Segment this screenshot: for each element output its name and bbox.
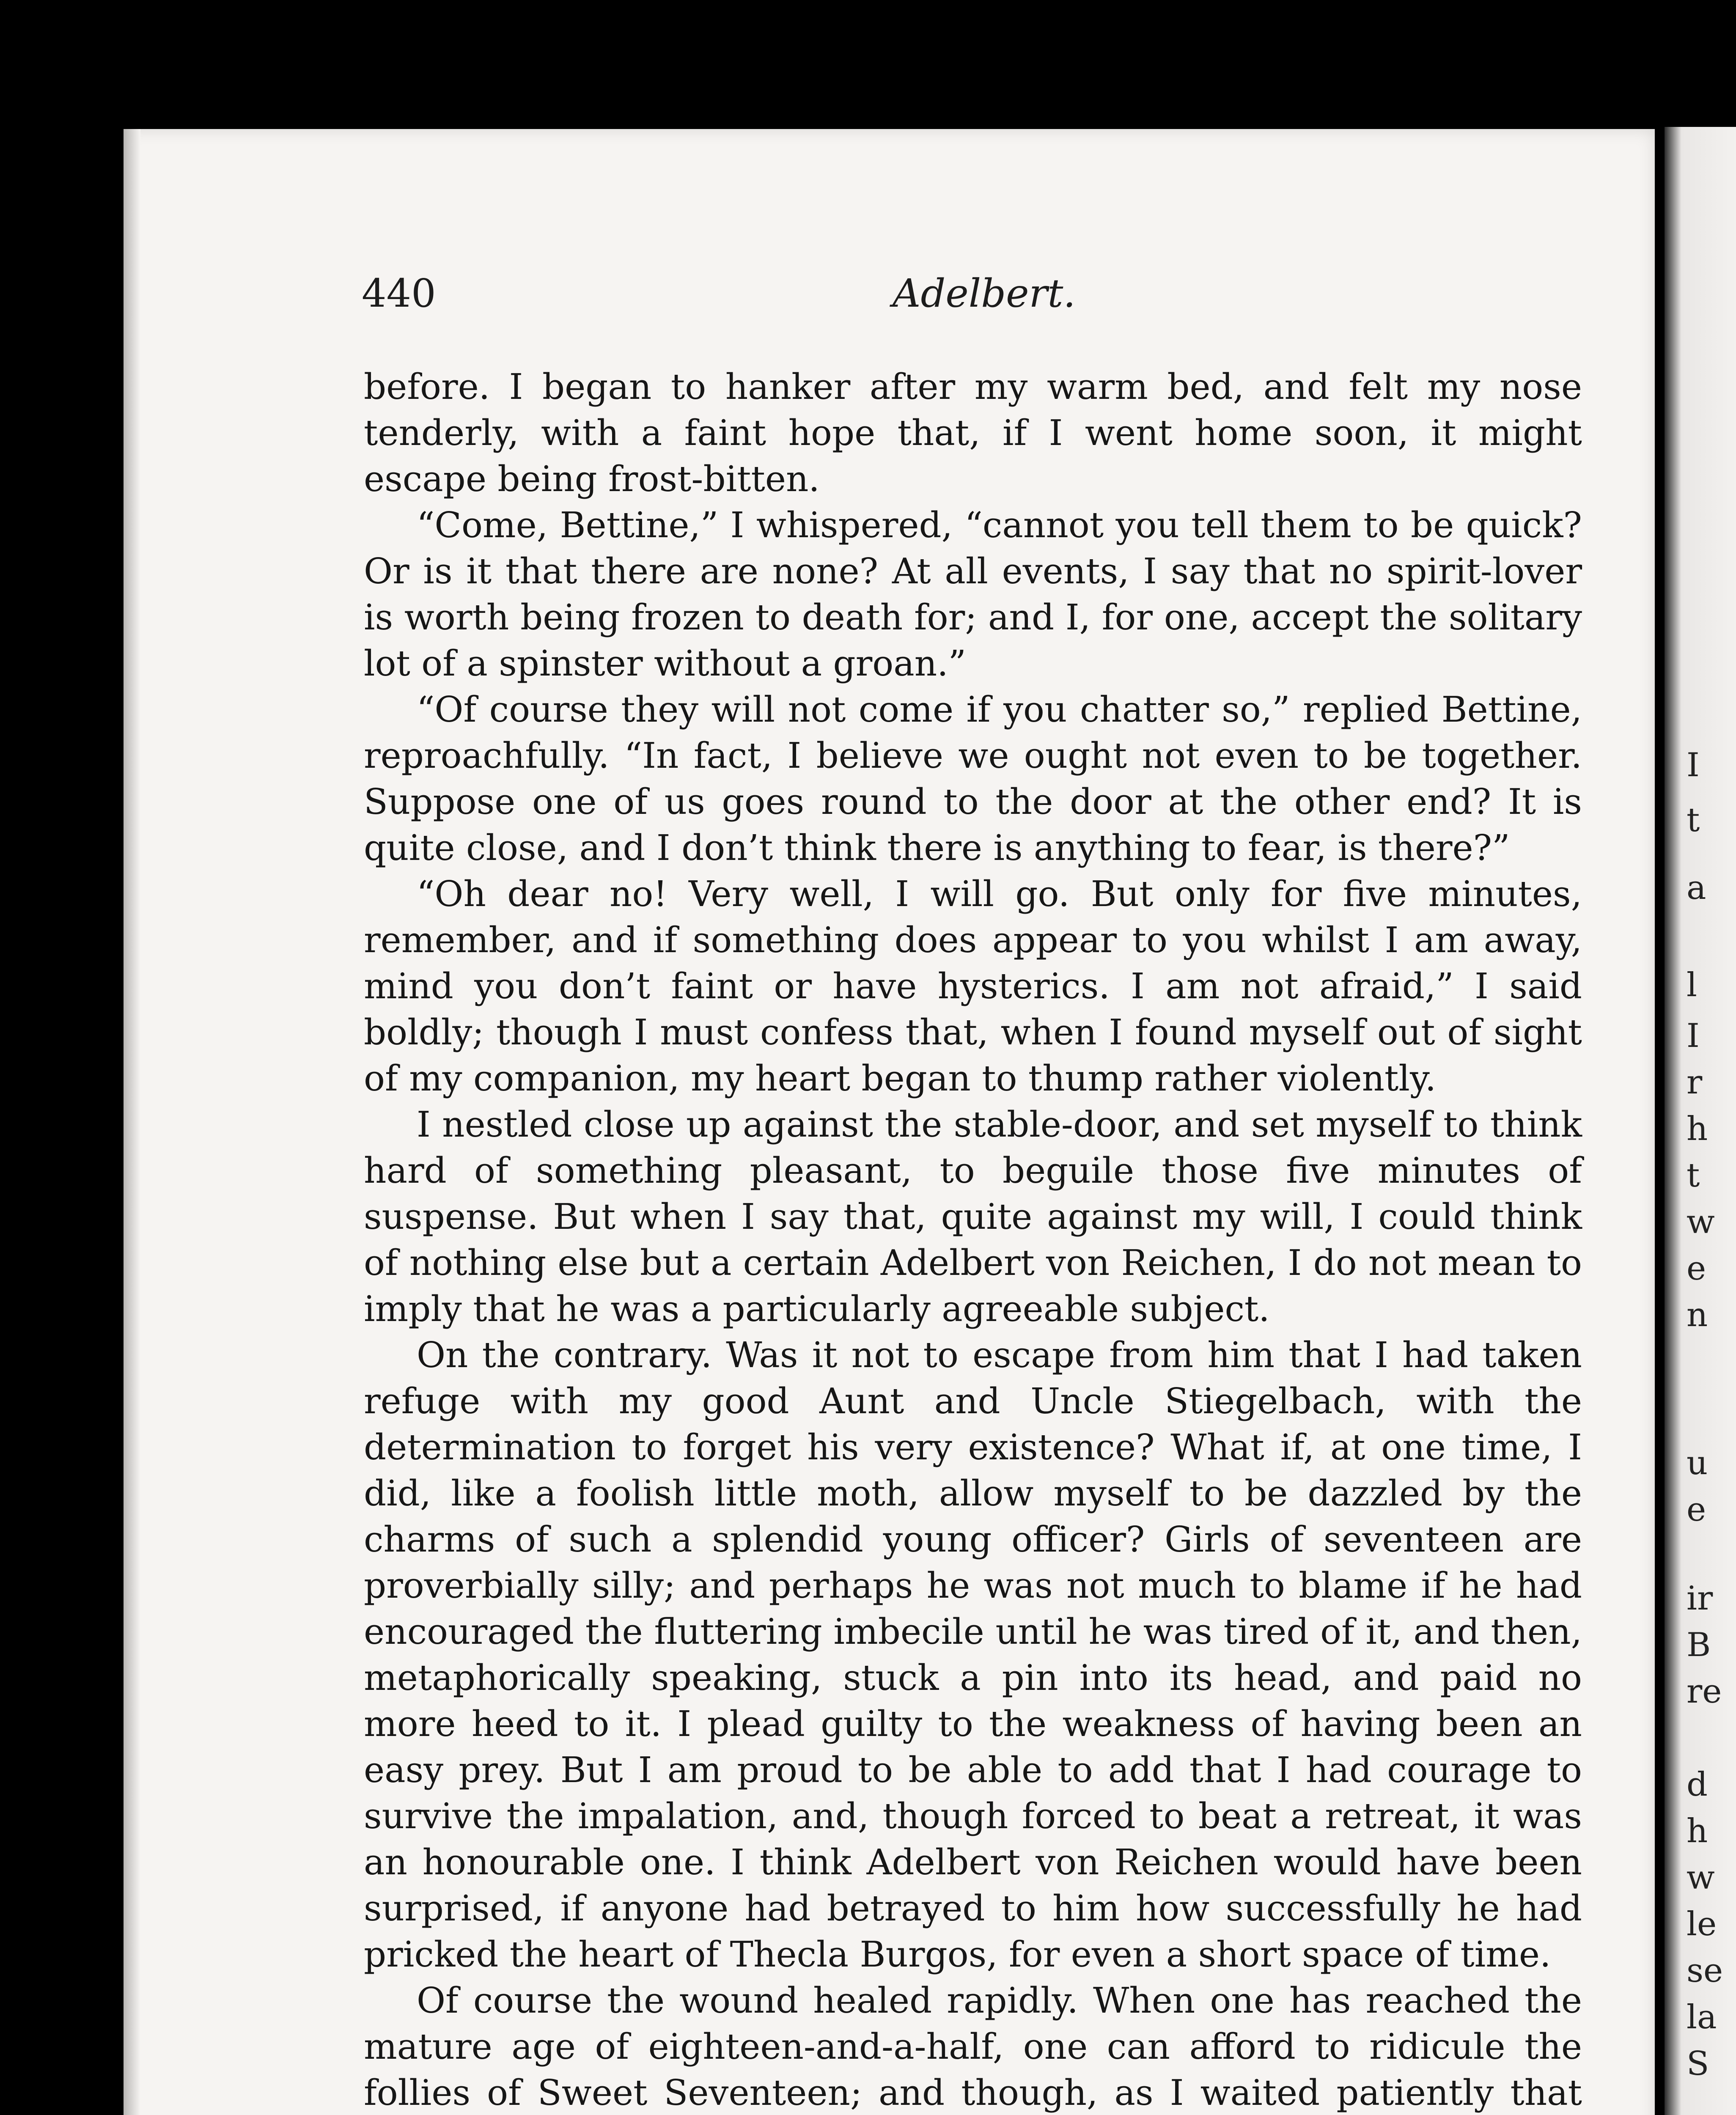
paragraph: Of course the wound healed rapidly. When one has reached the mature age of eighteen-and-a-half, one can afford to ridicule the follies of Sweet Seventeen; and though, as I waited patiently that [364, 1980, 1582, 2113]
edge-fragment: la [1687, 1998, 1717, 2036]
edge-fragment: se [1687, 1952, 1723, 1990]
edge-fragment: w [1687, 1203, 1715, 1241]
edge-fragment: B [1687, 1626, 1711, 1664]
edge-fragment: n [1687, 1296, 1708, 1334]
edge-fragment: ir [1687, 1579, 1713, 1618]
paragraph: before. I began to hanker after my warm bed, and felt my nose tenderly, with a faint hope that, if I went home soon, it might escape being frost-bitten. [364, 366, 1582, 500]
edge-fragment: l [1687, 966, 1697, 1004]
edge-fragment: e [1687, 1250, 1706, 1288]
edge-fragment: h [1687, 1812, 1708, 1850]
paragraph: “Of course they will not come if you chatter so,” replied Bettine, reproachfully. “In fact, I believe we ought not even to be together. Suppose one of us goes round to the door at the other end? It is quite close, and I don’t think there is anything to fear, is there?” [364, 689, 1582, 868]
edge-fragment: u [1687, 1444, 1708, 1482]
edge-fragment: e [1687, 1491, 1706, 1529]
edge-fragment: a [1687, 869, 1706, 907]
page-gutter-shadow [124, 129, 140, 2115]
paragraph: “Come, Bettine,” I whispered, “cannot you tell them to be quick? Or is it that there are none? At all events, I say that no spirit-lover is worth being frozen to death for; and I, for one, accept the solitary lot of a spinster without a groan.” [364, 505, 1582, 684]
edge-fragment: S [1687, 2045, 1709, 2083]
edge-fragment: r [1687, 1063, 1703, 1101]
edge-fragment: t [1687, 801, 1700, 839]
edge-fragment: t [1687, 1156, 1700, 1195]
edge-fragment: I [1687, 1017, 1700, 1055]
edge-fragment: w [1687, 1859, 1715, 1897]
paragraph: “Oh dear no! Very well, I will go. But only for five minutes, remember, and if something does appear to you whilst I am away, mind you don’t faint or have hysterics. I am not afraid,” I said boldly; though I must confess that, when I found myself out of sight of my companion, my heart began to thump rather violently. [364, 873, 1582, 1099]
paragraph: On the contrary. Was it not to escape from him that I had taken refuge with my good Aunt and Uncle Stiegelbach, with the determination to forget his very existence? What if, at one time, I did, like a foolish little moth, allow myself to be dazzled by the charms of such a splendid young officer? Girls of seventeen are proverbially silly; and perhaps he was not much to blame if he had encouraged the fluttering imbecile until he was tired of it, and then, metaphorically speaking, stuck a pin into its head, and paid no more heed to it. I plead guilty to the weakness of having been an easy prey. But I am proud to be able to add that I had courage to survive the impalation, and, though forced to beat a retreat, it was an honourable one. I think Adelbert von Reichen would have been surprised, if anyone had betrayed to him how successfully he had pricked the heart of Thecla Burgos, for even a short space of time. [364, 1335, 1582, 1975]
edge-fragment: le [1687, 1905, 1717, 1943]
adjacent-page-edge [1665, 127, 1736, 2115]
edge-fragment: re [1687, 1673, 1722, 1711]
running-title: Adelbert. [893, 271, 1076, 316]
paragraph: I nestled close up against the stable-door, and set myself to think hard of something pleasant, to beguile those five minutes of suspense. But when I say that, quite against my will, I could think of nothing else but a certain Adelbert von Reichen, I do not mean to imply that he was a particularly agreeable subject. [364, 1104, 1582, 1329]
edge-fragment: h [1687, 1110, 1708, 1148]
edge-fragment: I [1687, 746, 1700, 784]
edge-fragment: d [1687, 1766, 1708, 1804]
body-text [364, 364, 1582, 2115]
page-header [362, 271, 1588, 321]
page-number: 440 [362, 271, 436, 316]
